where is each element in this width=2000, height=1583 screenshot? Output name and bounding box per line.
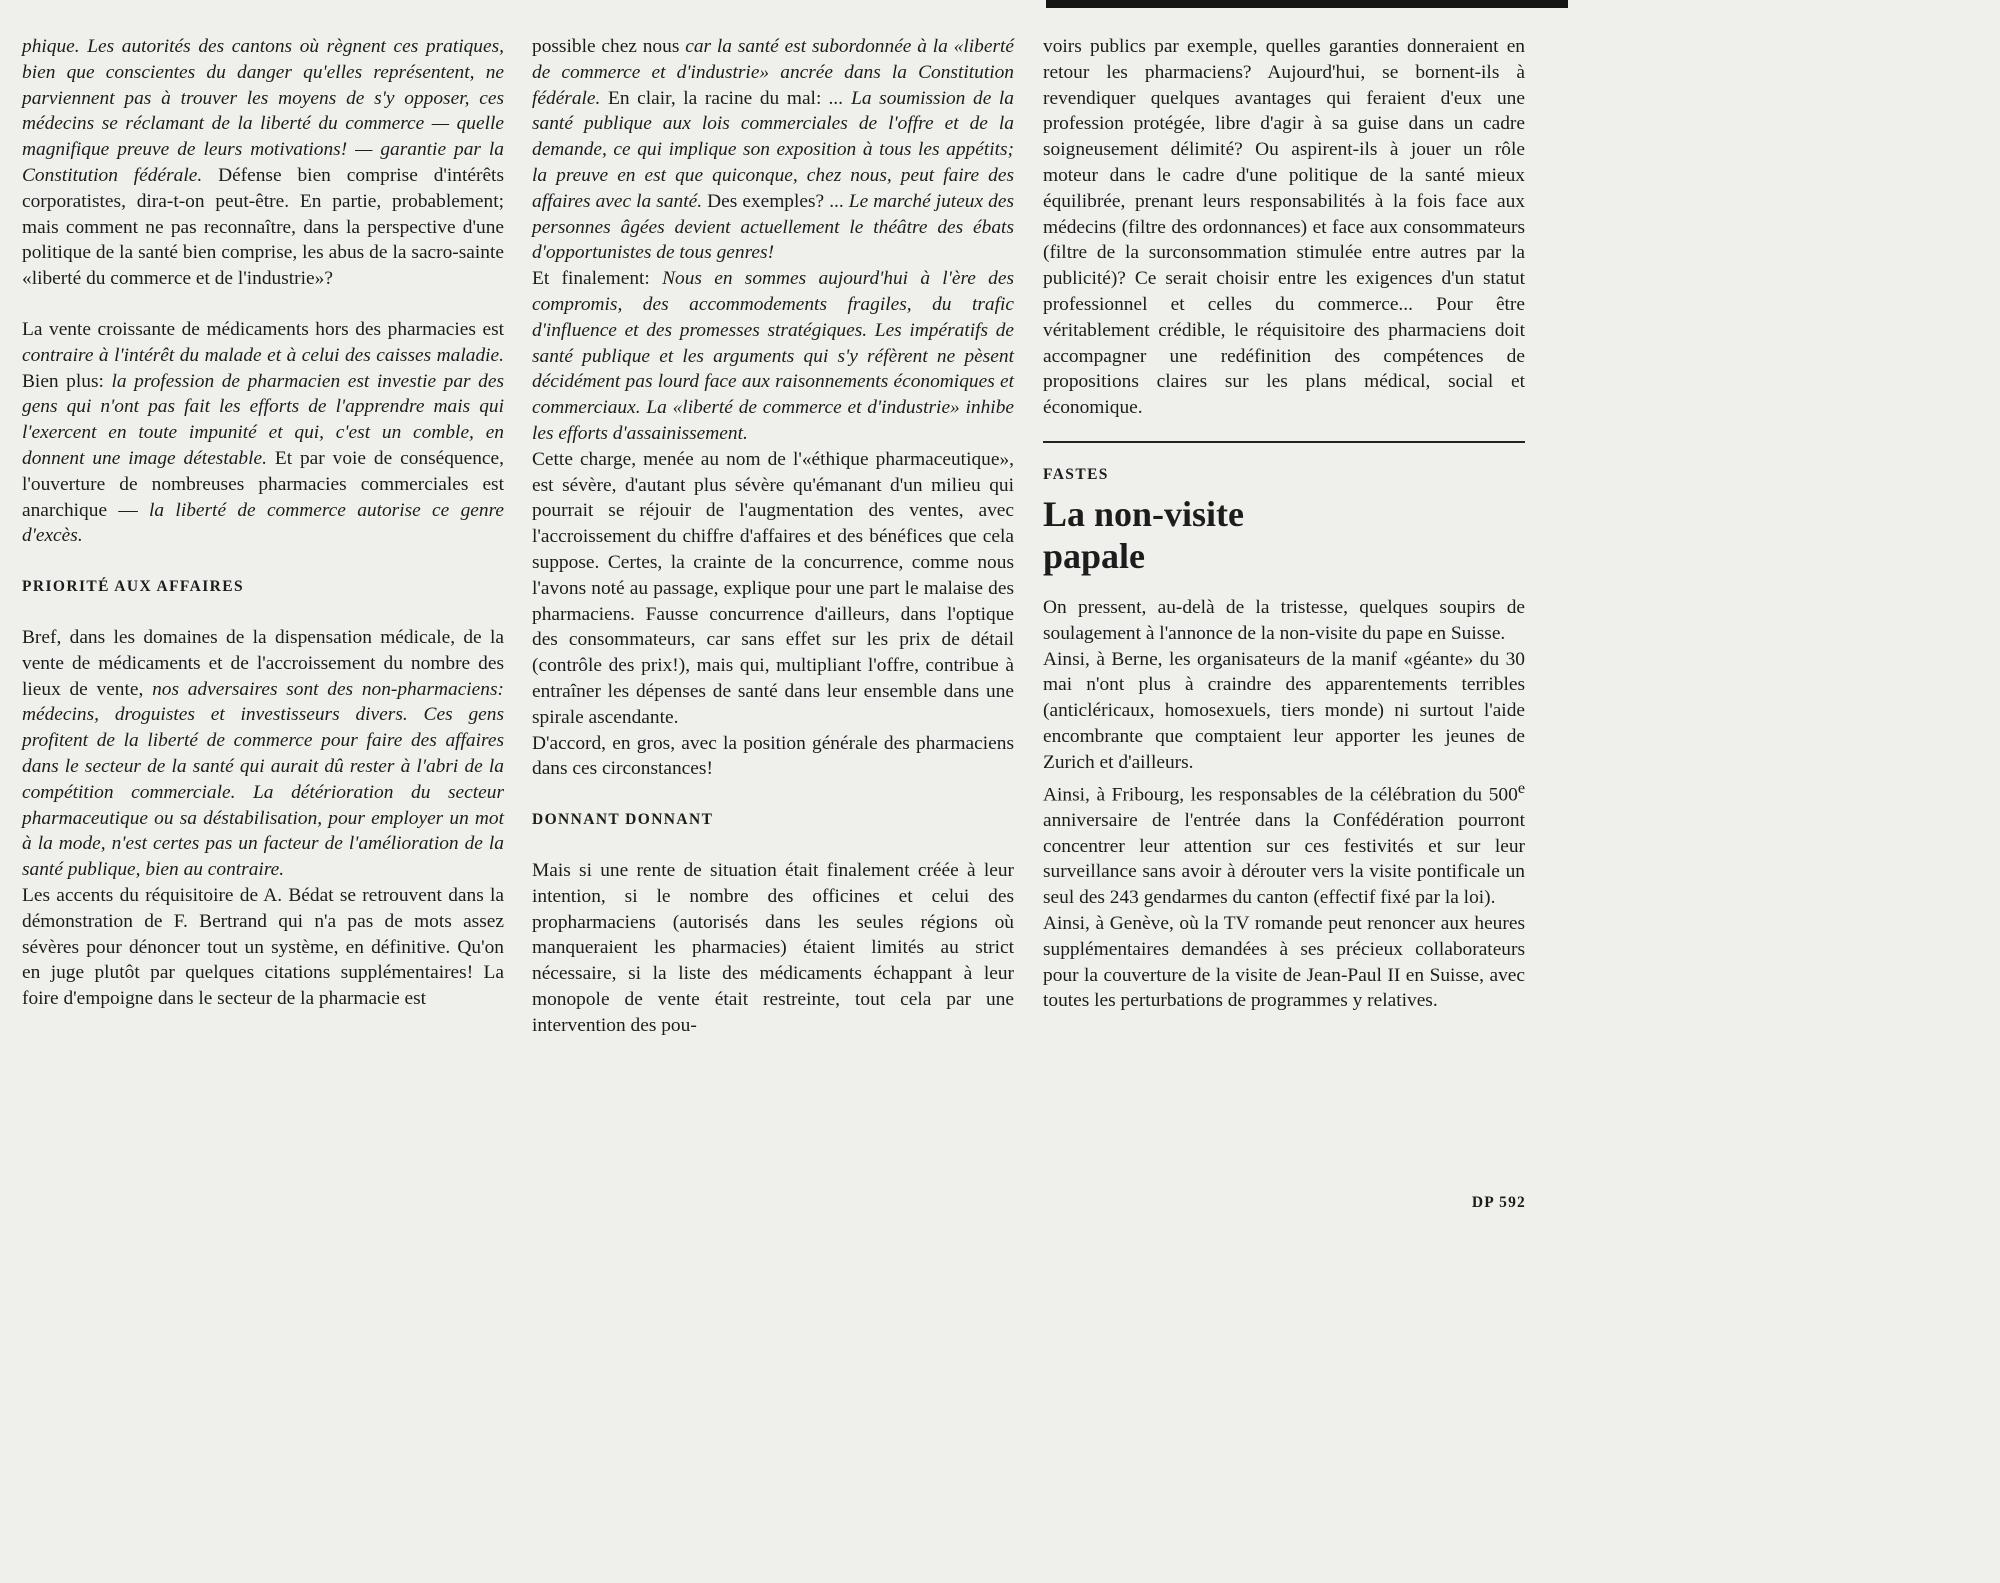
text-run: Ainsi, à Berne, les organisateurs de la manif «géante» du 30 mai n'ont plus à craindre des apparentements terribles (anticléricaux, homosexuels, tiers monde) ni surtout l'aide encombrante que comptaient leur apporter les jeunes de Zurich et d'ailleurs.	[1043, 648, 1525, 773]
text-run: Mais si une rente de situation était finalement créée à leur intention, si le nombre des officines et celui des propharmaciens (autorisés dans les seules régions où manqueraient les pharmacies) étaient limités au strict nécessaire, si la liste des médicaments échappant à leur monopole de vente était restreinte, tout cela par une intervention des pou-	[532, 859, 1014, 1036]
italic-text: nos adversaires sont des non-pharmaciens: médecins, droguistes et investisseurs divers. Ces gens profitent de la liberté de commerce pour faire des affaires dans le secteur de la santé qui aurait dû rester à l'abri de la compétition commerciale. La détérioration du secteur pharmaceutique ou sa déstabilisation, pour employer un mot à la mode, n'est certes pas un facteur de l'amélioration de la santé publique, bien au contraire.	[22, 678, 504, 881]
column-3	[1043, 34, 1525, 1014]
text-run: possible chez nous	[532, 36, 686, 57]
paragraph	[1043, 595, 1525, 647]
paragraph	[532, 447, 1014, 731]
paragraph	[532, 858, 1014, 1039]
paragraph	[1043, 34, 1525, 421]
text-run: Défense bien comprise d'intérêts corporatistes, dira-t-on peut-être. En partie, probablement; mais comment ne pas reconnaître, dans la perspective d'une politique de la santé bien comprise, les abus de la sacro-sainte «liberté du commerce et de l'industrie»?	[22, 164, 504, 290]
paragraph	[532, 266, 1014, 447]
text-run: Les accents du réquisitoire de A. Bédat se retrouvent dans la démonstration de F. Bertrand qui n'a pas de mots assez sévères pour dénoncer tout un système, en définitive. Qu'on en juge plutôt par quelques citations supplémentaires! La foire d'empoigne dans le secteur de la pharmacie est	[22, 884, 504, 1010]
headline-line: papale	[1043, 535, 1146, 576]
section-heading: DONNANT DONNANT	[532, 811, 714, 829]
paragraph	[22, 34, 504, 292]
paragraph-gap	[532, 833, 1014, 858]
paragraph-gap	[22, 292, 504, 317]
italic-text: contraire à l'intérêt du malade et à celui des caisses maladie.	[22, 344, 504, 366]
text-run: En clair, la racine du mal:	[600, 87, 829, 109]
italic-text: Le marché juteux des personnes âgées devient actuellement le théâtre des ébats d'opportunistes de tous genres!	[532, 190, 1014, 264]
paragraph	[1043, 776, 1525, 911]
italic-text: ... La soumission de la santé publique aux lois commerciales de l'offre et de la demande, ce qui implique son exposition à tous les appétits; la preuve en est que quiconque, chez nous, peut faire des affaires avec la santé.	[532, 87, 1014, 212]
italic-text: la profession de pharmacien est investie par des gens qui n'ont pas fait les efforts de l'apprendre mais qui l'exercent en toute impunité et qui, c'est un comble, en donnent une image détestable.	[22, 370, 504, 469]
article-kicker: FASTES	[1043, 465, 1109, 483]
section-heading: PRIORITÉ AUX AFFAIRES	[22, 578, 245, 596]
text-run: Bien plus:	[22, 370, 112, 392]
superscript: e	[1517, 779, 1525, 797]
article-headline	[1043, 493, 1525, 577]
text-run: Cette charge, menée au nom de l'«éthique pharmaceutique», est sévère, d'autant plus sévère qu'émanant d'un milieu qui pourrait se réjouir de l'augmentation des ventes, avec l'accroissement du chiffre d'affaires et des bénéfices que cela suppose. Certes, la crainte de la concurrence, comme nous l'avons noté au passage, explique pour une part le malaise des pharmaciens. Fausse concurrence d'ailleurs, dans l'optique des consommateurs, car sans effet sur les prix de détail (contrôle des prix!), mais qui, multipliant l'offre, contribue à entraîner les dépenses de santé dans leur ensemble dans une spirale ascendante.	[532, 448, 1014, 728]
top-rule	[1046, 0, 1568, 8]
paragraph	[22, 883, 504, 1012]
paragraph	[1043, 647, 1525, 776]
headline-line: La non-visite	[1043, 493, 1245, 534]
text-run: Ainsi, à Genève, où la TV romande peut renoncer aux heures supplémentaires demandées à ses précieux collaborateurs pour la couverture de la visite de Jean-Paul II en Suisse, avec toutes les perturbations de programmes y relatives.	[1043, 912, 1525, 1012]
issue-number: DP 592	[1471, 1194, 1526, 1211]
text-run: Et par voie de conséquence, l'ouverture de nombreuses pharmacies commerciales est anarchique —	[22, 447, 504, 521]
italic-text: car la santé est subordonnée à la «liberté de commerce et d'industrie» ancrée dans la Constitution fédérale.	[532, 36, 1014, 109]
column-2	[532, 34, 1014, 1038]
text-run: Ainsi, à Fribourg, les responsables de la célébration du 500	[1043, 784, 1518, 805]
paragraph-gap	[22, 549, 504, 574]
italic-text: phique. Les autorités des cantons où règnent ces pratiques, bien que conscientes du danger qu'elles représentent, ne parviennent pas à trouver les moyens de s'y opposer, ces médecins se réclamant de la liberté du commerce — quelle magnifique preuve de leurs motivations! — garantie par la Constitution fédérale.	[22, 36, 504, 186]
text-run: Bref, dans les domaines de la dispensation médicale, de la vente de médicaments et de l'accroissement du nombre des lieux de vente,	[22, 626, 504, 700]
text-run: anniversaire de l'entrée dans la Confédération pourront concentrer leur attention sur ces festivités et sur leur surveillance sans avoir à dérouter vers la visite pontificale un seul des 243 gendarmes du canton (effectif fixé par la loi).	[1043, 809, 1525, 909]
paragraph-gap	[532, 782, 1014, 807]
italic-text: Nous en sommes aujourd'hui à l'ère des compromis, des accommodements fragiles, du trafic d'influence et des promesses stratégiques. Les impératifs de santé publique et les arguments qui s'y réfèrent ne pèsent décidément pas lourd face aux raisonnements économiques et commerciaux. La «liberté de commerce et d'industrie» inhibe les efforts d'assainissement.	[532, 268, 1014, 444]
paragraph	[532, 34, 1014, 266]
paragraph-gap	[22, 600, 504, 625]
text-run: Et finalement:	[532, 268, 663, 290]
paragraph	[22, 317, 504, 549]
text-run: voirs publics par exemple, quelles garanties donneraient en retour les pharmaciens? Aujourd'hui, se bornent-ils à revendiquer quelques avantages qui feraient d'eux une profession protégée, libre d'agir à sa guise dans un cadre soigneusement délimité? Ou aspirent-ils à jouer un rôle moteur dans le cadre d'une politique de la santé mieux équilibrée, prenant leurs responsabilités à la fois face aux médecins (filtre des ordonnances) et face aux consommateurs (filtre de la surconsommation stimulée entre autres par la publicité)? Ce serait choisir entre les exigences d'un statut professionnel et celles du commerce... Pour être véritablement crédible, le réquisitoire des pharmaciens doit accompagner une redéfinition des compétences de propositions claires sur les plans médical, social et économique.	[1043, 36, 1525, 419]
paragraph	[1043, 911, 1525, 1014]
text-run: On pressent, au-delà de la tristesse, quelques soupirs de soulagement à l'annonce de la non-visite du pape en Suisse.	[1043, 596, 1525, 644]
text-run: La vente croissante de médicaments hors des pharmacies est	[22, 318, 504, 340]
paragraph	[22, 625, 504, 883]
column-1	[22, 34, 504, 1012]
text-run: D'accord, en gros, avec la position générale des pharmaciens dans ces circonstances!	[532, 732, 1014, 780]
italic-text: la liberté de commerce autorise ce genre d'excès.	[22, 499, 504, 547]
paragraph	[532, 731, 1014, 783]
text-run: Des exemples? ...	[702, 190, 849, 212]
section-divider	[1043, 441, 1525, 443]
